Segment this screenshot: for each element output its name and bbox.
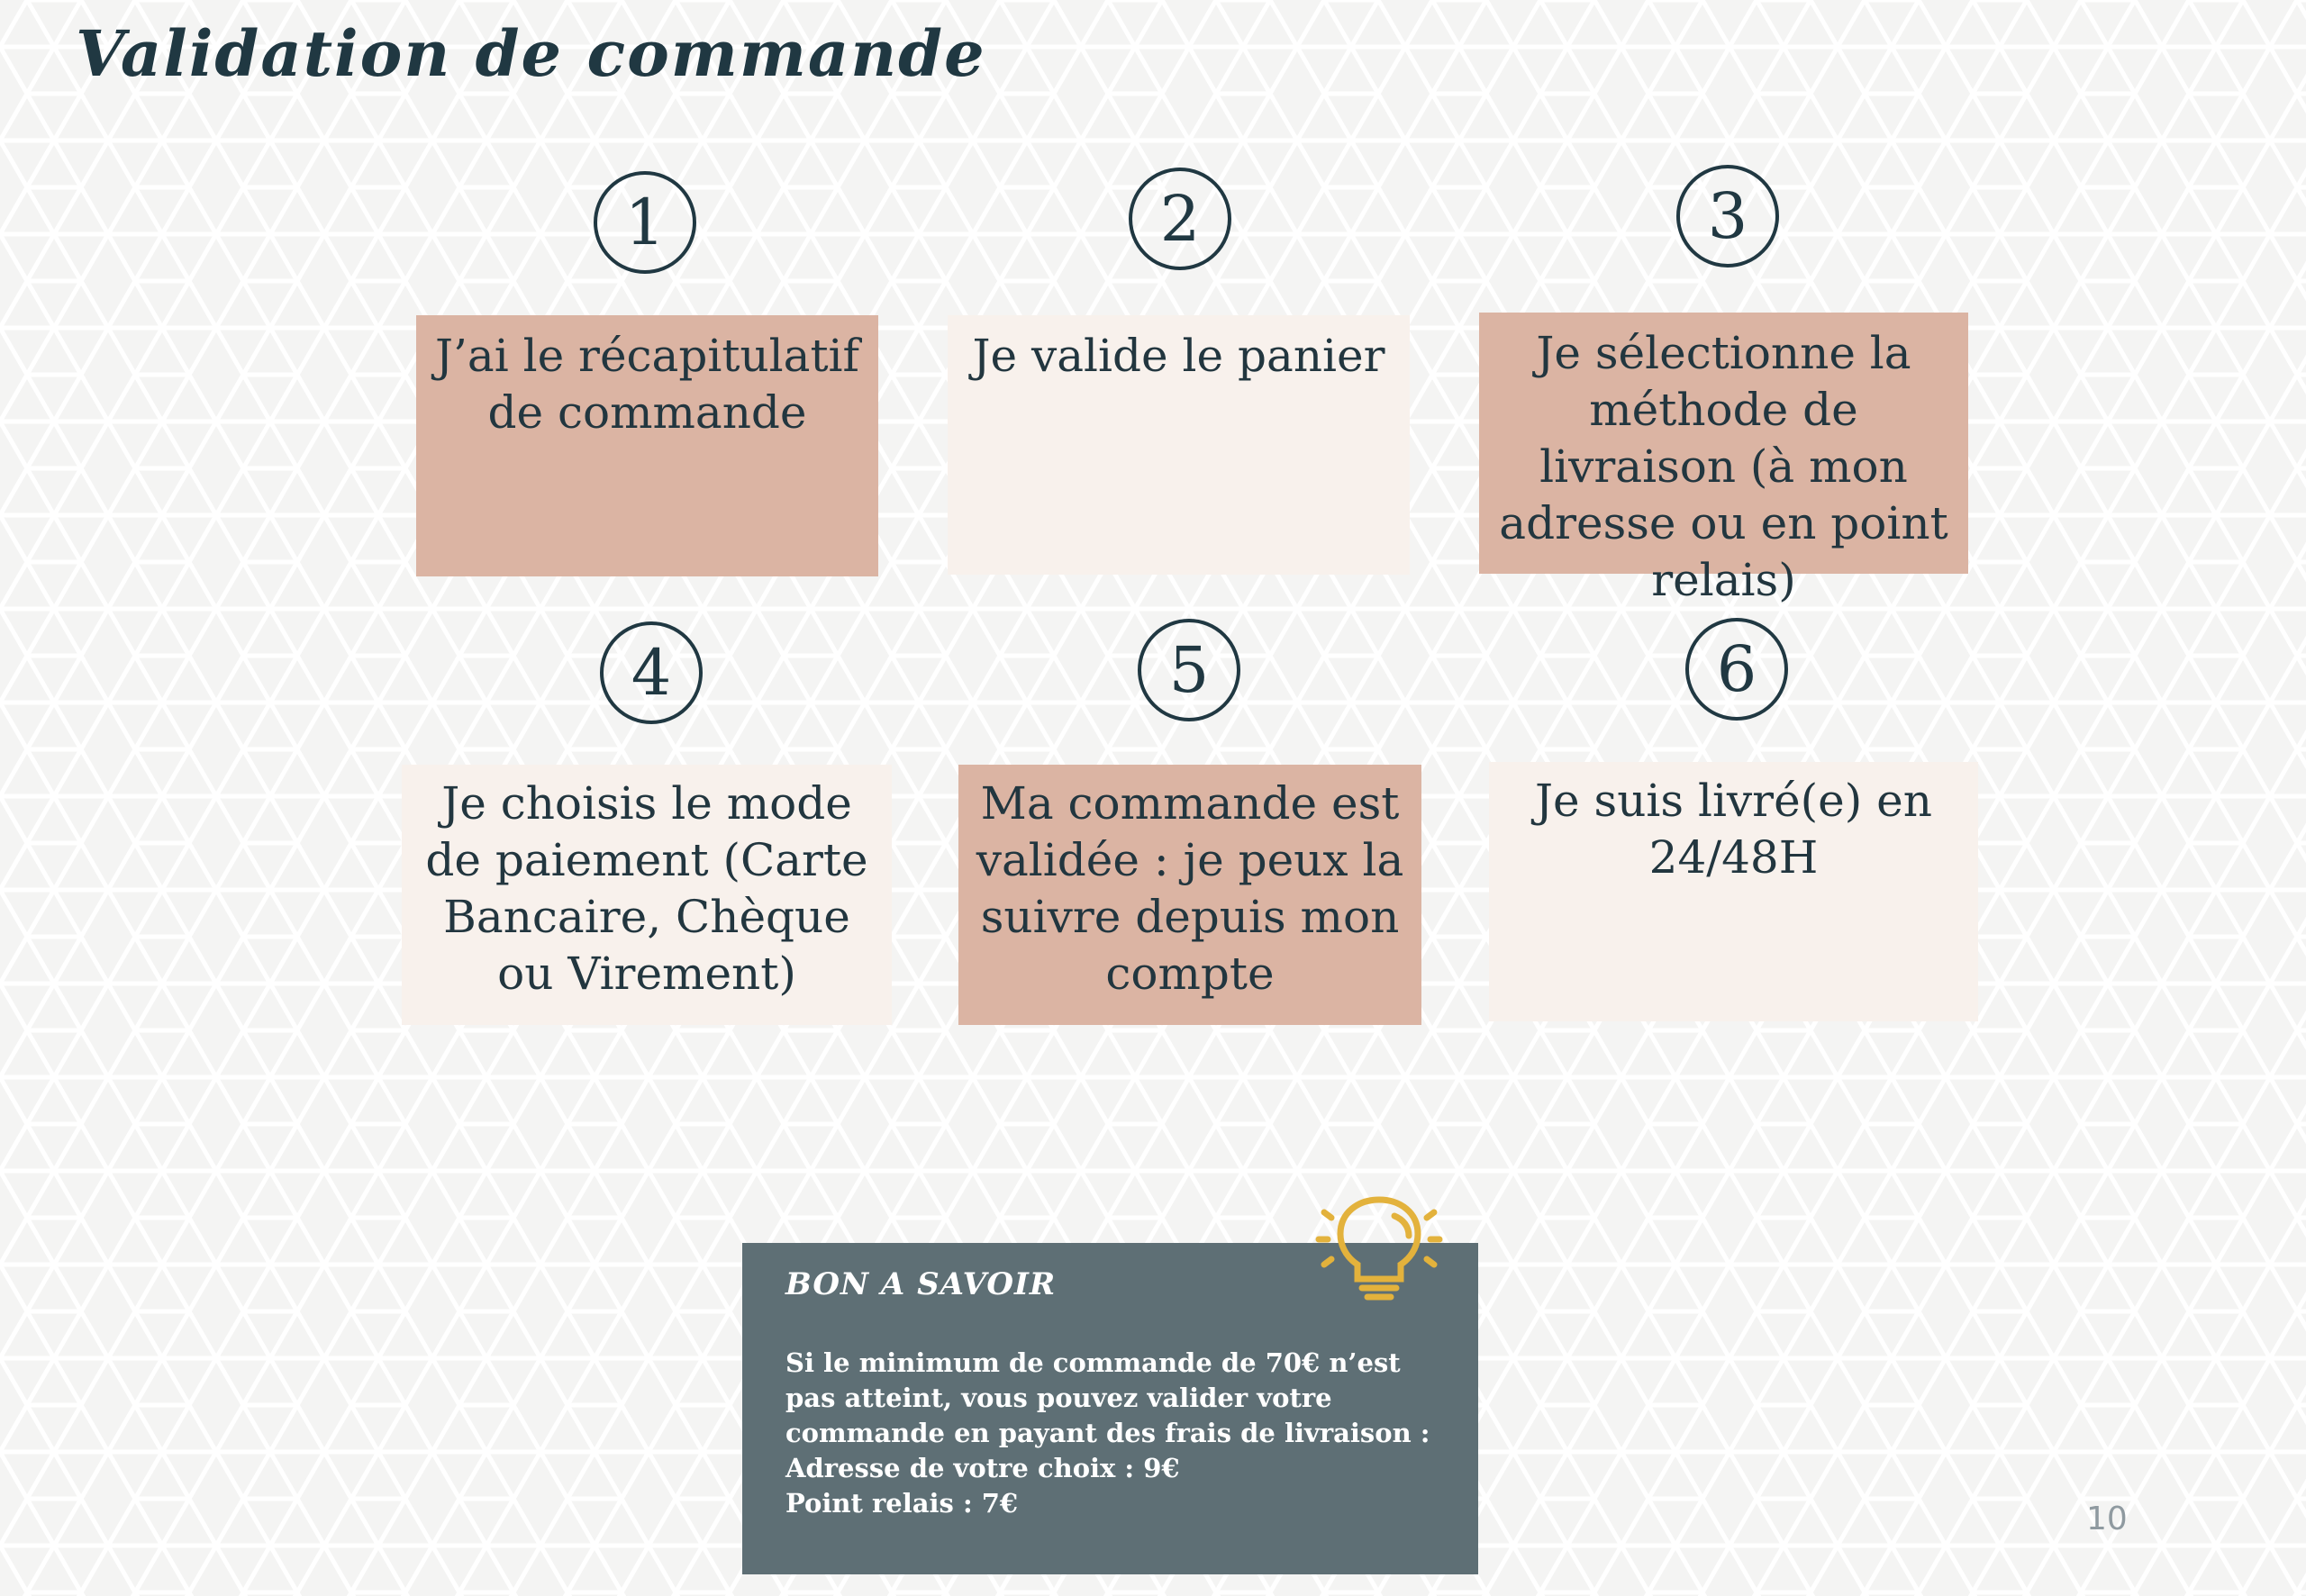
step-number-3: 3 (1676, 165, 1779, 268)
step-4-text: Je choisis le mode de paiement (Carte Bancaire, Chèque ou Virement) (425, 777, 868, 1000)
step-number-1: 1 (594, 171, 696, 274)
page-title: Validation de commande (76, 16, 986, 91)
step-2-card (948, 315, 1410, 575)
step-2-text: Je valide le panier (972, 330, 1385, 382)
step-number-2: 2 (1129, 168, 1231, 270)
tip-body (785, 1346, 1446, 1521)
lightbulb-icon (1312, 1185, 1447, 1320)
step-6-text: Je suis livré(e) en 24/48H (1535, 775, 1932, 884)
step-5-card (958, 765, 1421, 1025)
tip-text: Si le minimum de commande de 70€ n’est pas atteint, vous pouvez valider votre commande en payant des frais de livraison : (785, 1347, 1430, 1448)
tip-line-address: Adresse de votre choix : 9€ (785, 1453, 1180, 1483)
step-3-text: Je sélectionne la méthode de livraison (à mon adresse ou en point relais) (1499, 327, 1948, 606)
step-1-card (416, 315, 878, 576)
step-number-5: 5 (1138, 619, 1240, 721)
step-5-text: Ma commande est validée : je peux la suivre depuis mon compte (976, 777, 1404, 1000)
step-number-4: 4 (600, 621, 703, 724)
tip-line-relay: Point relais : 7€ (785, 1488, 1019, 1519)
page-number: 10 (2086, 1501, 2128, 1537)
tip-title: BON A SAVOIR (785, 1266, 1057, 1302)
step-3-card (1479, 313, 1968, 606)
step-4-card (402, 765, 892, 1025)
step-6-card (1489, 762, 1978, 1021)
step-number-6: 6 (1685, 618, 1788, 721)
step-1-text: J’ai le récapitulatif de commande (434, 330, 860, 439)
